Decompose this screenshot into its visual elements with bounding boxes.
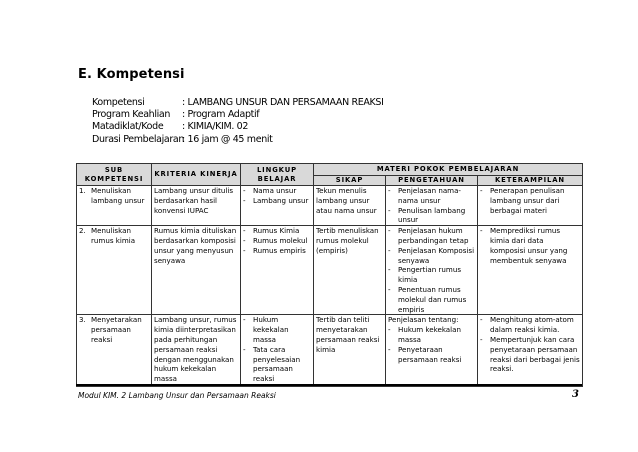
list-item-text: Penulisan lambang unsur (398, 205, 466, 225)
dash-bullet: - (388, 186, 391, 195)
header-lingkup-belajar: LINGKUP BELAJAR (241, 164, 314, 186)
sub-kompetensi-text: Menuliskan rumus kimia (91, 226, 136, 245)
dash-bullet: - (388, 205, 391, 215)
list-item (243, 246, 311, 256)
bullet-list (480, 315, 580, 374)
header-materi-pokok: MATERI POKOK PEMBELAJARAN (314, 164, 583, 176)
list-item-text: Rumus Kimia (253, 226, 300, 236)
list-item (480, 226, 580, 265)
list-item (480, 186, 580, 215)
kriteria-text: Rumus kimia dituliskan berdasarkan komposisi unsur yang menyusun senyawa (154, 226, 237, 265)
list-item-text: Penjelasan hukum perbandingan tetap (398, 226, 469, 245)
numbered-item (79, 315, 149, 344)
table-body (77, 186, 583, 387)
info-row-durasi (92, 134, 384, 146)
bullet-list (388, 226, 475, 314)
list-item-text: Tata cara penyelesaian persamaan reaksi (253, 344, 301, 384)
list-item (243, 226, 311, 236)
list-item-text: Nama unsur (253, 186, 297, 195)
cell-lingkup-belajar (241, 315, 314, 387)
cell-keterampilan (478, 315, 583, 387)
cell-kriteria-kinerja (152, 186, 241, 226)
cell-sub-kompetensi (77, 186, 152, 226)
list-item-text: Hukum kekekalan massa (398, 325, 461, 344)
cell-pengetahuan (386, 315, 478, 387)
footer-divider (76, 384, 582, 386)
dash-bullet: - (243, 186, 246, 195)
header-kriteria-kinerja: KRITERIA KINERJA (152, 164, 241, 186)
dash-bullet: - (480, 315, 483, 325)
list-item (243, 186, 311, 196)
cell-kriteria-kinerja (152, 315, 241, 387)
bullet-list (243, 186, 311, 206)
cell-sub-kompetensi (77, 226, 152, 315)
list-item (243, 315, 311, 344)
list-item (388, 206, 475, 226)
sikap-text: Tertib menuliskan rumus molekul (empiris) (316, 226, 379, 255)
list-item-text: Penentuan rumus molekul dan rumus empiris (398, 284, 467, 314)
list-item (480, 315, 580, 335)
dash-bullet: - (388, 265, 391, 275)
pengetahuan-intro: Penjelasan tentang: (388, 315, 459, 325)
competency-info (92, 97, 384, 146)
info-label: Matadiklat/Kode (92, 121, 164, 133)
list-item (388, 246, 475, 266)
row-number: 1. (79, 186, 86, 195)
cell-sikap (314, 315, 386, 387)
sikap-text: Tekun menulis lambang unsur atau nama unsur (316, 186, 377, 215)
dash-bullet: - (480, 334, 483, 344)
bullet-list (243, 315, 311, 384)
list-item (480, 335, 580, 374)
dash-bullet: - (388, 325, 391, 335)
list-item-text: Rumus empiris (253, 245, 306, 255)
info-row-matadiklat (92, 121, 384, 133)
list-item-text: Pengertian rumus kimia (398, 265, 462, 285)
dash-bullet: - (388, 284, 391, 294)
dash-bullet: - (243, 245, 246, 255)
cell-keterampilan (478, 186, 583, 226)
list-item-text: Penjelasan Komposisi senyawa (398, 245, 475, 265)
table-row (77, 226, 583, 315)
numbered-item (79, 226, 149, 246)
info-row-kompetensi (92, 97, 384, 109)
header-pengetahuan: PENGETAHUAN (386, 176, 478, 186)
cell-sikap (314, 186, 386, 226)
list-item-text: Rumus molekul (253, 235, 308, 245)
sikap-text: Tertib dan teliti menyetarakan persamaan reaksi kimia (316, 315, 380, 354)
list-item (388, 285, 475, 314)
row-number: 3. (79, 315, 86, 325)
dash-bullet: - (480, 186, 483, 195)
table-row (77, 315, 583, 387)
info-value: : Program Adaptif (182, 109, 260, 121)
header-sub-kompetensi: SUB KOMPETENSI (77, 164, 152, 186)
dash-bullet: - (243, 235, 246, 245)
list-item (388, 265, 475, 285)
dash-bullet: - (243, 226, 246, 236)
cell-keterampilan (478, 226, 583, 315)
list-item (243, 196, 311, 206)
dash-bullet: - (243, 195, 246, 205)
cell-pengetahuan (386, 226, 478, 315)
info-label: Program Keahlian (92, 109, 171, 121)
table-row (77, 186, 583, 226)
list-item-text: Hukum kekekalan massa (253, 315, 289, 344)
header-sikap: SIKAP (314, 176, 386, 186)
kriteria-text: Lambang unsur, rumus kimia diinterpretasikan pada perhitungan persamaan reaksi dengan menggunakan hukum kekekalan massa (154, 315, 237, 384)
section-title: E. Kompetensi (78, 67, 185, 82)
info-value: : LAMBANG UNSUR DAN PERSAMAAN REAKSI (182, 97, 384, 108)
list-item (388, 186, 475, 206)
competency-table (76, 163, 583, 387)
dash-bullet: - (388, 245, 391, 255)
row-number: 2. (79, 226, 86, 236)
cell-sub-kompetensi (77, 315, 152, 387)
info-label: Kompetensi (92, 97, 145, 108)
list-item-text: Memprediksi rumus kimia dari data komposisi unsur yang membentuk senyawa (490, 226, 568, 265)
header-keterampilan: KETERAMPILAN (478, 176, 583, 186)
dash-bullet: - (243, 315, 246, 325)
info-value: : KIMIA/KIM. 02 (182, 121, 249, 133)
list-item-text: Penyetaraan persamaan reaksi (398, 344, 462, 364)
info-row-program (92, 109, 384, 121)
list-item-text: Menghitung atom-atom dalam reaksi kimia. (490, 315, 574, 335)
sub-kompetensi-text: Menyetarakan persamaan reaksi (91, 315, 142, 344)
dash-bullet: - (388, 344, 391, 354)
bullet-list (388, 186, 475, 225)
list-item-text: Penerapan penulisan lambang unsur dari berbagai materi (490, 186, 565, 215)
cell-lingkup-belajar (241, 186, 314, 226)
dash-bullet: - (388, 226, 391, 236)
cell-sikap (314, 226, 386, 315)
kriteria-text: Lambang unsur ditulis berdasarkan hasil konvensi IUPAC (154, 186, 234, 215)
bullet-list (480, 226, 580, 265)
list-item (388, 226, 475, 246)
cell-kriteria-kinerja (152, 226, 241, 315)
bullet-list (243, 226, 311, 255)
sub-kompetensi-text: Menuliskan lambang unsur (91, 186, 145, 205)
list-item (388, 345, 475, 365)
list-item-text: Lambang unsur (253, 195, 309, 205)
dash-bullet: - (480, 226, 483, 236)
list-item (388, 325, 475, 345)
list-item-text: Penjelasan nama-nama unsur (398, 186, 461, 205)
bullet-list (480, 186, 580, 215)
dash-bullet: - (243, 344, 246, 354)
cell-lingkup-belajar (241, 226, 314, 315)
footer-module-title: Modul KIM. 2 Lambang Unsur dan Persamaan Reaksi (78, 391, 276, 400)
list-item (243, 345, 311, 384)
numbered-item (79, 186, 149, 206)
page-number: 3 (572, 389, 579, 400)
info-label: Durasi Pembelajaran (92, 133, 185, 145)
cell-pengetahuan (386, 186, 478, 226)
list-item-text: Mempertunjuk kan cara penyetaraan persamaan reaksi dari berbagai jenis reaksi. (490, 334, 580, 374)
list-item (243, 236, 311, 246)
bullet-list (388, 325, 475, 364)
info-value: : 16 jam @ 45 menit (182, 133, 273, 145)
